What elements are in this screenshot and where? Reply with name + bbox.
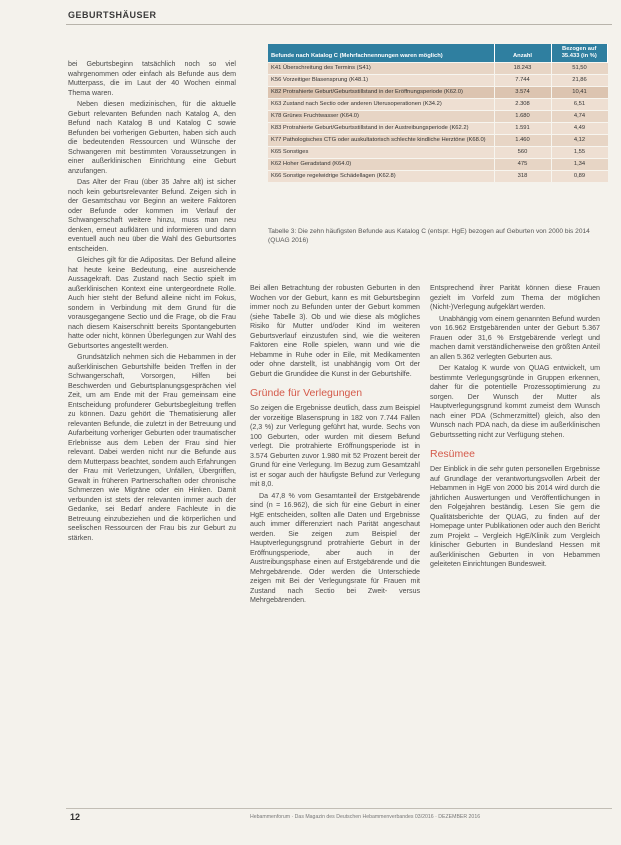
cell-count: 560 [494, 147, 551, 159]
cell-count: 318 [494, 171, 551, 183]
cell-count: 1.680 [494, 111, 551, 123]
cell-finding: K83 Protrahierte Geburt/Geburtsstillstand in der Austreibungsperiode (K62.2) [268, 123, 494, 135]
table-row [268, 63, 608, 75]
cell-finding: K77 Pathologisches CTG oder auskultatorisch schlechte kindliche Herztöne (K68.0) [268, 135, 494, 147]
table-row [268, 75, 608, 87]
right-column [430, 284, 600, 572]
cell-finding: K66 Sonstige regelwidrige Schädellagen (K62.8) [268, 171, 494, 183]
cell-finding: K62 Hoher Geradstand (K64.0) [268, 159, 494, 171]
cell-finding: K63 Zustand nach Sectio oder anderen Uterusoperationen (K34.2) [268, 99, 494, 111]
cell-percent: 4,12 [551, 135, 608, 147]
left-column [68, 60, 236, 545]
middle-column [250, 284, 420, 608]
header-count: Anzahl [494, 44, 551, 63]
cell-count: 475 [494, 159, 551, 171]
cell-count: 2.308 [494, 99, 551, 111]
right-paragraph: Unabhängig vom einem genannten Befund wurden von 16.962 Erstgebärenden unter der Geburt 5.367 Frauen oder 31,6 % Erstgebärende verlegt und machen damit verständlicherweise den größten Anteil an allen 5.362 verlegten Geburten aus. [430, 314, 600, 361]
cell-count: 1.460 [494, 135, 551, 147]
cell-count: 1.591 [494, 123, 551, 135]
left-paragraph: Gleiches gilt für die Adipositas. Der Befund alleine hat heute keine Bedeutung, eine ausreichende Aussagekraft. Das Zustand nach Sectio spielt im außerklinischen Kontext eine untergeordnete Rolle. Auch hier steht der Befund alleine nicht im Fokus, sondern in Verbindung mit dem Grund für die vorausgegangene Sectio und die Frage, ob die Frau nach diesem Kaiserschnitt bereits Spontangeburten hatte oder nicht, können Überlegungen zur Wahl des Geburtsortes angestellt werden. [68, 256, 236, 350]
middle-paragraph: Da 47,8 % vom Gesamtanteil der Erstgebärende sind (n = 16.962), die sich für eine Geburt in einer HgE entscheiden, sollten alle Daten und Ergebnisse auch immer differenziert nach Parität angeschaut werden. Sie zeigen zum Beispiel der Hauptverlegungsgrund protrahierte Geburt in der Eröffnungsperiode, aber auch in der Austreibungsphase einen auf Erstgebärende und die Mehrgebärende. Oder werden die Unterschiede zeigen mit Bei der Verlegungsrate für Frauen mit Zustand nach Sectio bei Zweit- versus Mehrgebärenden. [250, 491, 420, 604]
section-heading-resuemee: Resümee [430, 448, 475, 460]
cell-finding: K82 Protrahierte Geburt/Geburtsstillstand in der Eröffnungsperiode (K62.0) [268, 87, 494, 99]
cell-finding: K78 Grünes Fruchtwasser (K64.0) [268, 111, 494, 123]
table-row [268, 87, 608, 99]
cell-percent: 1,34 [551, 159, 608, 171]
cell-percent: 0,89 [551, 171, 608, 183]
header-finding: Befunde nach Katalog C (Mehrfachnennungen waren möglich) [268, 44, 494, 63]
section-header: GEBURTSHÄUSER [68, 10, 157, 20]
cell-percent: 4,74 [551, 111, 608, 123]
cell-percent: 1,55 [551, 147, 608, 159]
footer-citation: Hebammenforum · Das Magazin des Deutschen Hebammenverbandes 03/2016 · DEZEMBER 2016 [250, 814, 481, 820]
left-paragraph: Neben diesen medizinischen, für die aktuelle Geburt relevanten Befunden nach Katalog A, den Befund nach Katalog B und Katalog C sowie Befunden bei vorherigen Geburten, haben sich auch die bedeutenden Ressourcen und Wünsche der Schwangeren mit bestimmten Voraussetzungen in einer außerklinischen Einrichtung eine Geburt anzufangen. [68, 100, 236, 175]
cell-percent: 10,41 [551, 87, 608, 99]
header-divider [66, 24, 612, 25]
findings-table [268, 44, 608, 182]
table-caption: Tabelle 3: Die zehn häufigsten Befunde aus Katalog C (entspr. HgE) bezogen auf Geburten von 2000 bis 2014 (QUAG 2016) [268, 228, 590, 244]
table-row [268, 123, 608, 135]
cell-percent: 6,51 [551, 99, 608, 111]
cell-count: 7.744 [494, 75, 551, 87]
table-row [268, 147, 608, 159]
section-heading-verlegungen: Gründe für Verlegungen [250, 387, 363, 399]
table-row [268, 111, 608, 123]
cell-count: 3.574 [494, 87, 551, 99]
right-paragraph: Der Katalog K wurde von QUAG entwickelt, um bestimmte Verlegungsgründe in Gruppen erkennen, daher für die potentielle Prozessoptimierung zu sorgen. Der Wunsch der Mutter als Hauptverlegungsgrund kommt zumeist dem Wunsch nach einer PDA (Schmerzmittel) gleich, also den Wunsch nach PDA nach, da diese im außerklinischen Geburtssetting nicht zur Verfügung stehen. [430, 364, 600, 439]
left-paragraph: Das Alter der Frau (über 35 Jahre alt) ist sicher noch kein geburtsrelevanter Befund. Zeigen sich in der Gesamtschau vor Beginn an weitere Faktoren oder Befunde oder kommen im Verlauf der Schwangerschaft weitere hinzu, muss man neu denken, erneut aufklären und informieren und dann eventuell auch neu über die Wahl des Geburtsortes entscheiden. [68, 178, 236, 253]
footer-divider [66, 808, 612, 809]
table-row [268, 171, 608, 183]
cell-finding: K41 Überschreitung des Termins (S41) [268, 63, 494, 75]
middle-intro: Bei allen Betrachtung der robusten Geburten in den Wochen vor der Geburt, kann es mit Geburtsbeginn immer noch zu Befunden unter der Geburt kommen (siehe Tabelle 3). Ob und wie diese als mögliches Risiko für Mutter und/oder Kind im weiteren Geburtsverlauf einzustufen sind, wie die weiteren Faktoren eine Rolle spielen, wann und wie die Hebamme in Ruhe oder in Eile, mit Medikamenten oder ohne darstellt, ist unabhängig vom Ort der Geburt die Grundidee die Kunst in der Geburtshilfe. [250, 284, 420, 378]
left-paragraph: Grundsätzlich nehmen sich die Hebammen in der außerklinischen Geburtshilfe beiden Treffen in der Schwangerschaft, Vorsorgen, Hilfen bei Beschwerden und Geburtsplanungsgesprächen viel Zeit, um am Ende mit der Frau gemeinsam eine Entscheidung profunderer Geburtsbegleitung treffen zu können. Dazu gehört die Thematisierung aller relevanten Befunde, die zuletzt in der Betreuung und Aufarbeitung vorheriger Geburten oder traumatischer Erlebnisse aus dem Leben der Frau sind hier relevant. Dabei werden nicht nur die Befunde aus dem Mutterpass beachtet, sondern auch Erfahrungen der Frau mit Verletzungen, Unfällen, Übergriffen, Gewalt in früheren Partnerschaften oder chronische Schmerzen wie Migräne oder ein Hinken. Damit verbunden ist stets der relevanten immer auch der Gedanke, sei Bedarf andere Fachleute in die Betreuung einzubeziehen und die körperlichen und seelischen Ressourcen der Frau bis zur Geburt zu stärken. [68, 353, 236, 542]
header-percent: Bezogen auf 35.433 (in %) [551, 44, 608, 63]
summary-paragraph: Der Einblick in die sehr guten personellen Ergebnisse auf Grundlage der verantwortungsvollen Arbeit der Hebammen in HgE von 2000 bis 2014 wird durch die jährlichen Auswertungen und Veröffentlichungen in den Folgejahren beständig. Lesen Sie gern die Qualitätsberichte der QUAG, zu finden auf der Homepage unter Publikationen oder auch den Bericht zum Projekt – Vergleich HgE/Klinik zum Vergleich klinischer Geburten in Bundesland Hessen mit außerklinischen Geburten in von Hebammen geleiteten Einrichtungen Bundesweit. [430, 465, 600, 568]
table-row [268, 99, 608, 111]
cell-finding: K56 Vorzeitiger Blasensprung (K48.1) [268, 75, 494, 87]
middle-paragraph: So zeigen die Ergebnisse deutlich, dass zum Beispiel der vorzeitige Blasensprung in 182 von 7.744 Fällen (2,3 %) zur Verlegung geführt hat, wurde. Sechs von 100 Geburten, oder wurden mit diesem Befund verlegt. Die protrahierte Eröffnungsperiode ist in 3.574 Geburten zuvor 1.980 mit 52 Prozent bereit der Grund für eine Verlegung. Im Bezug zum Gesamtzahl ist er sogar auch der häufigste Befund zur Verlegung mit 8,0. [250, 404, 420, 488]
right-intro: Entsprechend ihrer Parität können diese Frauen gezielt im Vorfeld zum Thema der möglichen (Nicht-)Verlegung aufgeklärt werden. [430, 284, 600, 311]
cell-percent: 51,50 [551, 63, 608, 75]
cell-count: 18.243 [494, 63, 551, 75]
cell-percent: 21,86 [551, 75, 608, 87]
left-paragraph: bei Geburtsbeginn tatsächlich noch so viel wahrgenommen oder einfach als Befunde aus dem Mutterpass, die im Laut der 40 Wochen einmal Thema waren. [68, 60, 236, 97]
cell-percent: 4,49 [551, 123, 608, 135]
cell-finding: K65 Sonstiges [268, 147, 494, 159]
table-row [268, 159, 608, 171]
table-row [268, 135, 608, 147]
table-header-row [268, 44, 608, 63]
page-number: 12 [70, 812, 81, 822]
